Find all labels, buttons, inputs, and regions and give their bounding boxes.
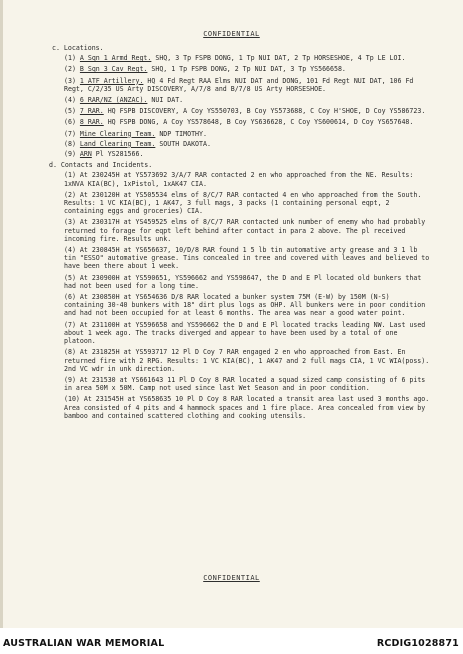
archive-institution: AUSTRALIAN WAR MEMORIAL xyxy=(3,638,165,649)
document-body xyxy=(49,44,434,423)
contact-text: At 230850H at YS654636 D/8 RAR located a bunker system 75M (E-W) by 150M (N-S) containing 30-40 bunkers with 18" dirt plus logs as OHP. All bunkers were in poor condition and had not been occupied for at least 6 months. The area was near a good water point. xyxy=(64,293,430,318)
contact-item xyxy=(64,218,432,243)
item-number: (2) xyxy=(64,190,76,199)
unit-name: 6 RAR/NZ (ANZAC). xyxy=(79,96,148,105)
contact-item xyxy=(64,376,432,392)
item-number: (8) xyxy=(64,139,76,148)
contact-text: At 231100H at YS596658 and YS596662 the D and E Pl located tracks leading NW. Last used about 1 week ago. The tracks diverged and appear to have been used by a total of one platoon. xyxy=(64,320,430,346)
unit-name: A Sqn 1 Armd Regt. xyxy=(79,54,152,63)
contacts-heading: d. Contacts and Incidents. xyxy=(49,161,153,170)
unit-name: 1 ATF Artillery. xyxy=(79,76,144,85)
contact-text: At 231825H at YS593717 12 Pl D Coy 7 RAR engaged 2 en who approached from East. En returned fire with 2 RPG. Results: 1 VC KIA(BC), 1 AK47 and 2 full mags CIA, 1 VC WIA(poss). 2nd VC wdr in unk direction. xyxy=(64,348,434,373)
item-number: (1) xyxy=(64,54,76,63)
item-number: (4) xyxy=(64,96,76,105)
item-number: (6) xyxy=(64,293,76,302)
unit-locations: NDP TIMOTHY. xyxy=(155,129,207,138)
location-item xyxy=(64,54,432,62)
unit-name: 8 RAR. xyxy=(79,118,104,127)
item-number: (3) xyxy=(64,76,76,85)
item-number: (5) xyxy=(64,107,76,116)
unit-locations: SHQ, 1 Tp FSPB DONG, 2 Tp NUI DAT, 3 Tp YS566658. xyxy=(147,65,346,74)
item-number: (6) xyxy=(64,118,76,127)
contact-text: At 231530 at YS661643 11 Pl D Coy 8 RAR located a squad sized camp consisting of 6 pits in area 50M x 50M. Camp not used since last Wet Season and in poor condition. xyxy=(64,375,430,393)
contact-text: At 231545H at YS658635 10 Pl D Coy 8 RAR located a transit area last used 3 months ago. Area consisted of 4 pits and 4 hammock spaces and 1 fire place. Area concealed from view by bamboo and contained scattered clothing and cooking utensils. xyxy=(64,395,434,420)
contact-item xyxy=(64,395,432,420)
location-item xyxy=(64,140,432,148)
location-item xyxy=(64,118,432,126)
classification-header: CONFIDENTIAL xyxy=(203,30,260,38)
unit-name: Land Clearing Team. xyxy=(79,139,156,148)
unit-locations: HQ FSPB DONG, A Coy YS578648, B Coy YS636628, C Coy YS600614, D Coy YS657648. xyxy=(103,118,414,127)
contact-item xyxy=(64,246,432,271)
archive-strip xyxy=(0,628,463,654)
unit-name: B Sqn 3 Cav Regt. xyxy=(79,65,148,74)
unit-name: Mine Clearing Team. xyxy=(79,129,156,138)
item-number: (10) xyxy=(64,395,80,404)
location-item xyxy=(64,65,432,73)
archive-record-id: RCDIG1028871 xyxy=(376,638,459,649)
location-item xyxy=(64,107,432,115)
item-number: (7) xyxy=(64,320,76,329)
unit-locations: Pl YS281566. xyxy=(91,150,144,159)
contact-text: At 230245H at YS573692 3/A/7 RAR contacted 2 en who approached from the NE. Results: 1xNVA KIA(BC), 1xPistol, 1xAK47 CIA. xyxy=(64,171,418,188)
contact-text: At 230317H at YS459525 elms of 8/C/7 RAR contacted unk number of enemy who had probably returned to forage for eqpt left behind after contact in para 2 above. The pl received incoming fire. Results unk. xyxy=(64,218,430,243)
unit-locations: SHQ, 3 Tp FSPB DONG, 1 Tp NUI DAT, 2 Tp HORSESHOE, 4 Tp LE LOI. xyxy=(151,54,406,63)
item-number: (8) xyxy=(64,348,76,357)
unit-locations: SOUTH DAKOTA. xyxy=(155,139,211,148)
item-number: (7) xyxy=(64,129,76,138)
contact-item xyxy=(64,321,432,346)
item-number: (1) xyxy=(64,171,76,180)
contact-item xyxy=(64,274,432,290)
unit-name: ARN xyxy=(79,150,92,159)
contact-item xyxy=(64,191,432,216)
item-number: (2) xyxy=(64,65,76,74)
locations-heading: c. Locations. xyxy=(52,44,104,52)
item-number: (9) xyxy=(64,375,76,384)
item-number: (9) xyxy=(64,150,76,159)
unit-locations: HQ FSPB DISCOVERY, A Coy YS550703, B Coy YS573688, C Coy H'SHOE, D Coy YS586723. xyxy=(103,107,426,116)
item-number: (5) xyxy=(64,273,76,282)
location-item xyxy=(64,77,432,93)
item-number: (3) xyxy=(64,218,76,227)
classification-footer: CONFIDENTIAL xyxy=(203,574,260,582)
unit-locations: NUI DAT. xyxy=(147,96,184,105)
contact-item xyxy=(64,171,432,187)
item-number: (4) xyxy=(64,246,76,255)
page-edge-shadow xyxy=(0,0,3,628)
unit-name: 7 RAR. xyxy=(79,107,104,116)
contact-item xyxy=(64,348,432,373)
contact-text: At 230120H at YS505534 elms of 8/C/7 RAR contacted 4 en who approached from the South. Results: 1 VC KIA(BC), 1 AK47, 3 full mags, 3 packs (1 containing personal eqpt, 2 containing eggs and groceries) CIA. xyxy=(64,190,426,216)
location-item xyxy=(64,150,432,158)
location-item xyxy=(64,96,432,104)
unit-locations: HQ 4 Fd Regt RAA Elms NUI DAT and DONG, 101 Fd Regt NUI DAT, 106 Fd Regt, C/2/35 US Arty DISCOVERY, A/7/8 and B/7/8 US Arty HORSESHOE. xyxy=(64,76,418,93)
location-item xyxy=(64,130,432,138)
contact-text: At 230845H at YS656637, 10/D/8 RAR found 1 5 lb tin automative arty grease and 3 1 lb tin "ESSO" automative grease. Tins concealed in tree and covered with leaves and believed to have been there about 1 week. xyxy=(64,246,434,271)
contact-text: At 230900H at YS590651, YS596662 and YS598647, the D and E Pl located old bunkers that had not been used for a long time. xyxy=(64,273,426,290)
contact-item xyxy=(64,293,432,318)
